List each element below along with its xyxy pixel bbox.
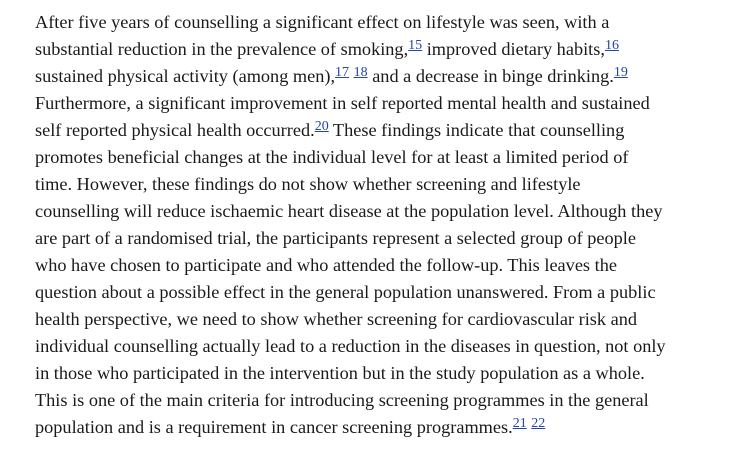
text-line xyxy=(35,279,735,306)
text-line xyxy=(35,225,735,252)
reference-link-15[interactable]: 15 xyxy=(408,38,423,53)
body-paragraph xyxy=(35,9,735,441)
text-run: who have chosen to participate and who attended the follow-up. This leaves the xyxy=(35,255,617,275)
text-run: question about a possible effect in the general population unanswered. From a public xyxy=(35,282,656,302)
text-run: sustained physical activity (among men), xyxy=(35,66,336,86)
text-line xyxy=(35,360,735,387)
text-line xyxy=(35,144,735,171)
reference-link-19[interactable]: 19 xyxy=(613,65,628,80)
reference-link-18[interactable]: 18 xyxy=(353,65,368,80)
text-line xyxy=(35,252,735,279)
reference-link-22[interactable]: 22 xyxy=(531,416,546,431)
text-run: counselling will reduce ischaemic heart disease at the population level. Although they xyxy=(35,201,663,221)
reference-link-16[interactable]: 16 xyxy=(604,38,619,53)
reference-link-20[interactable]: 20 xyxy=(314,119,329,134)
text-line xyxy=(35,387,735,414)
text-line xyxy=(35,333,735,360)
text-line xyxy=(35,63,735,90)
text-line xyxy=(35,198,735,225)
text-run: Furthermore, a significant improvement in self reported mental health and sustained xyxy=(35,93,650,113)
text-run: time. However, these findings do not show whether screening and lifestyle xyxy=(35,174,581,194)
text-line xyxy=(35,9,735,36)
text-run: population and is a requirement in cancer screening programmes. xyxy=(35,417,513,437)
text-run: are part of a randomised trial, the participants represent a selected group of people xyxy=(35,228,636,248)
text-run: and a decrease in binge drinking. xyxy=(367,66,614,86)
text-line xyxy=(35,117,735,144)
text-run: After five years of counselling a significant effect on lifestyle was seen, with a xyxy=(35,12,610,32)
text-line xyxy=(35,414,735,441)
text-run: in those who participated in the intervention but in the study population as a whole. xyxy=(35,363,645,383)
text-run: substantial reduction in the prevalence of smoking, xyxy=(35,39,409,59)
reference-link-21[interactable]: 21 xyxy=(512,416,527,431)
text-line xyxy=(35,36,735,63)
text-run: self reported physical health occurred. xyxy=(35,120,315,140)
text-run: health perspective, we need to show whether screening for cardiovascular risk and xyxy=(35,309,638,329)
text-line xyxy=(35,90,735,117)
text-run: These findings indicate that counselling xyxy=(328,120,625,140)
text-line xyxy=(35,306,735,333)
text-run: individual counselling actually lead to a reduction in the diseases in question, not only xyxy=(35,336,666,356)
text-run: This is one of the main criteria for introducing screening programmes in the general xyxy=(35,390,649,410)
text-line xyxy=(35,171,735,198)
text-run: improved dietary habits, xyxy=(422,39,605,59)
reference-link-17[interactable]: 17 xyxy=(335,65,350,80)
text-run: promotes beneficial changes at the individual level for at least a limited period of xyxy=(35,147,629,167)
